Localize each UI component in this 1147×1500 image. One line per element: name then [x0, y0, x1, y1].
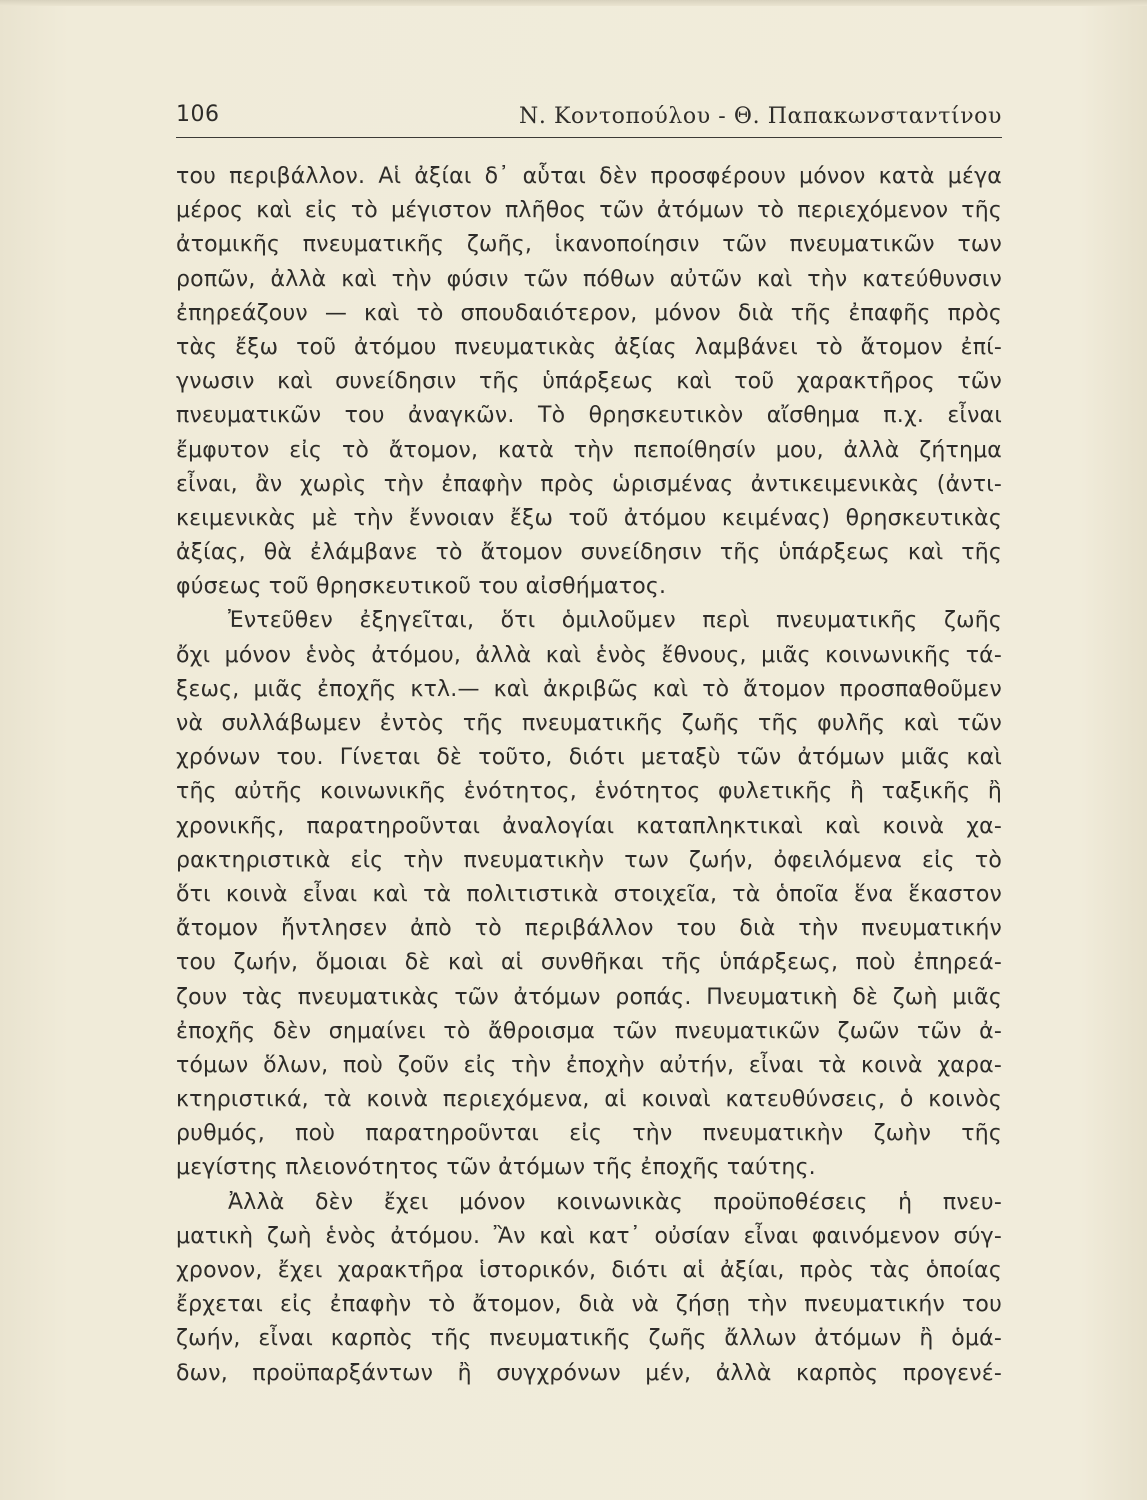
text-line: ἀτομικῆς πνευματικῆς ζωῆς, ἱκανοποίησιν τῶν πνευματικῶν των	[176, 232, 1002, 258]
page-top-edge	[0, 0, 1147, 6]
text-line: ἀξίας, θὰ ἐλάμβανε τὸ ἄτομον συνείδησιν τῆς ὑπάρξεως καὶ τῆς	[176, 540, 1002, 566]
text-line: δων, προϋπαρξάντων ἢ συγχρόνων μέν, ἀλλὰ καρπὸς προγενέ-	[176, 1360, 1002, 1386]
text-line: ἐπηρεάζουν — καὶ τὸ σπουδαιότερον, μόνον διὰ τῆς ἐπαφῆς πρὸς	[176, 300, 1002, 326]
header-rule	[176, 137, 1002, 138]
text-line: φύσεως τοῦ θρησκευτικοῦ του αἰσθήματος.	[176, 574, 667, 600]
text-line: του περιβάλλον. Αἱ ἀξίαι δ᾿ αὗται δὲν προσφέρουν μόνον κατὰ μέγα	[176, 164, 1002, 189]
text-line: εἶναι, ἂν χωρὶς τὴν ἐπαφὴν πρὸς ὡρισμένας ἀντικειμενικὰς (ἀντι-	[176, 471, 1002, 497]
text-line: τὰς ἔξω τοῦ ἀτόμου πνευματικὰς ἀξίας λαμβάνει τὸ ἄτομον ἐπί-	[176, 334, 1002, 360]
text-line: χρόνων του. Γίνεται δὲ τοῦτο, διότι μεταξὺ τῶν ἀτόμων μιᾶς καὶ	[176, 745, 1002, 771]
text-line: ρυθμός, ποὺ παρατηροῦνται εἰς τὴν πνευματικὴν ζωὴν τῆς	[176, 1121, 1002, 1147]
text-line: ὅτι κοινὰ εἶναι καὶ τὰ πολιτιστικὰ στοιχεῖα, τὰ ὁποῖα ἕνα ἕκαστον	[176, 881, 1002, 907]
text-line: ἔρχεται εἰς ἐπαφὴν τὸ ἄτομον, διὰ νὰ ζήσῃ τὴν πνευματικήν του	[176, 1292, 1002, 1318]
text-line: πνευματικῶν του ἀναγκῶν. Τὸ θρησκευτικὸν αἴσθημα π.χ. εἶναι	[176, 403, 1002, 429]
text-line: χρονικῆς, παρατηροῦνται ἀναλογίαι καταπληκτικαὶ καὶ κοινὰ χα-	[176, 813, 1002, 839]
text-line: ζωήν, εἶναι καρπὸς τῆς πνευματικῆς ζωῆς ἄλλων ἀτόμων ἢ ὁμά-	[176, 1326, 1002, 1352]
text-line: ἐποχῆς δὲν σημαίνει τὸ ἄθροισμα τῶν πνευματικῶν ζωῶν τῶν ἀ-	[176, 1018, 1002, 1044]
running-title: Ν. Κοντοπούλου - Θ. Παπακωνσταντίνου	[518, 104, 1002, 129]
text-line: τόμων ὅλων, ποὺ ζοῦν εἰς τὴν ἐποχὴν αὐτήν, εἶναι τὰ κοινὰ χαρα-	[176, 1052, 1002, 1078]
text-line: νὰ συλλάβωμεν ἐντὸς τῆς πνευματικῆς ζωῆς τῆς φυλῆς καὶ τῶν	[176, 711, 1002, 736]
text-line: του ζωήν, ὅμοιαι δὲ καὶ αἱ συνθῆκαι τῆς ὑπάρξεως, ποὺ ἐπηρεά-	[176, 950, 1002, 976]
text-line: ἄτομον ἤντλησεν ἀπὸ τὸ περιβάλλον του διὰ τὴν πνευματικήν	[176, 916, 1002, 942]
text-line: ὄχι μόνον ἑνὸς ἀτόμου, ἀλλὰ καὶ ἑνὸς ἔθνους, μιᾶς κοινωνικῆς τά-	[176, 642, 1002, 668]
page-number: 106	[176, 102, 220, 127]
text-line: Ἀλλὰ δὲν ἔχει μόνον κοινωνικὰς προϋποθέσεις ἡ πνευ-	[228, 1189, 1002, 1215]
text-line: μέρος καὶ εἰς τὸ μέγιστον πλῆθος τῶν ἀτόμων τὸ περιεχόμενον τῆς	[176, 198, 1002, 224]
page-header	[176, 100, 1002, 138]
text-line: ζουν τὰς πνευματικὰς τῶν ἀτόμων ροπάς. Πνευματικὴ δὲ ζωὴ μιᾶς	[176, 984, 1002, 1010]
body-text	[176, 160, 1002, 1391]
text-line: γνωσιν καὶ συνείδησιν τῆς ὑπάρξεως καὶ τοῦ χαρακτῆρος τῶν	[176, 369, 1002, 395]
text-line: κειμενικὰς μὲ τὴν ἔννοιαν ἔξω τοῦ ἀτόμου κειμένας) θρησκευτικὰς	[176, 505, 1002, 531]
text-line: ροπῶν, ἀλλὰ καὶ τὴν φύσιν τῶν πόθων αὐτῶν καὶ τὴν κατεύθυνσιν	[176, 266, 1002, 292]
text-line: ξεως, μιᾶς ἐποχῆς κτλ.— καὶ ἀκριβῶς καὶ τὸ ἄτομον προσπαθοῦμεν	[176, 676, 1002, 702]
text-line: ματικὴ ζωὴ ἑνὸς ἀτόμου. Ἂν καὶ κατ᾿ οὐσίαν εἶναι φαινόμενον σύγ-	[176, 1223, 1002, 1249]
text-line: ρακτηριστικὰ εἰς τὴν πνευματικὴν των ζωήν, ὀφειλόμενα εἰς τὸ	[176, 847, 1002, 873]
text-line: τῆς αὐτῆς κοινωνικῆς ἑνότητος, ἑνότητος φυλετικῆς ἢ ταξικῆς ἢ	[176, 779, 1002, 805]
text-line: χρονον, ἔχει χαρακτῆρα ἱστορικόν, διότι αἱ ἀξίαι, πρὸς τὰς ὁποίας	[176, 1258, 1002, 1283]
text-line: Ἐντεῦθεν ἐξηγεῖται, ὅτι ὁμιλοῦμεν περὶ πνευματικῆς ζωῆς	[228, 608, 1002, 634]
text-line: μεγίστης πλειονότητος τῶν ἀτόμων τῆς ἐποχῆς ταύτης.	[176, 1155, 816, 1181]
text-line: κτηριστικά, τὰ κοινὰ περιεχόμενα, αἱ κοιναὶ κατευθύνσεις, ὁ κοινὸς	[176, 1087, 1002, 1113]
text-line: ἔμφυτον εἰς τὸ ἄτομον, κατὰ τὴν πεποίθησίν μου, ἀλλὰ ζήτημα	[176, 437, 1002, 463]
